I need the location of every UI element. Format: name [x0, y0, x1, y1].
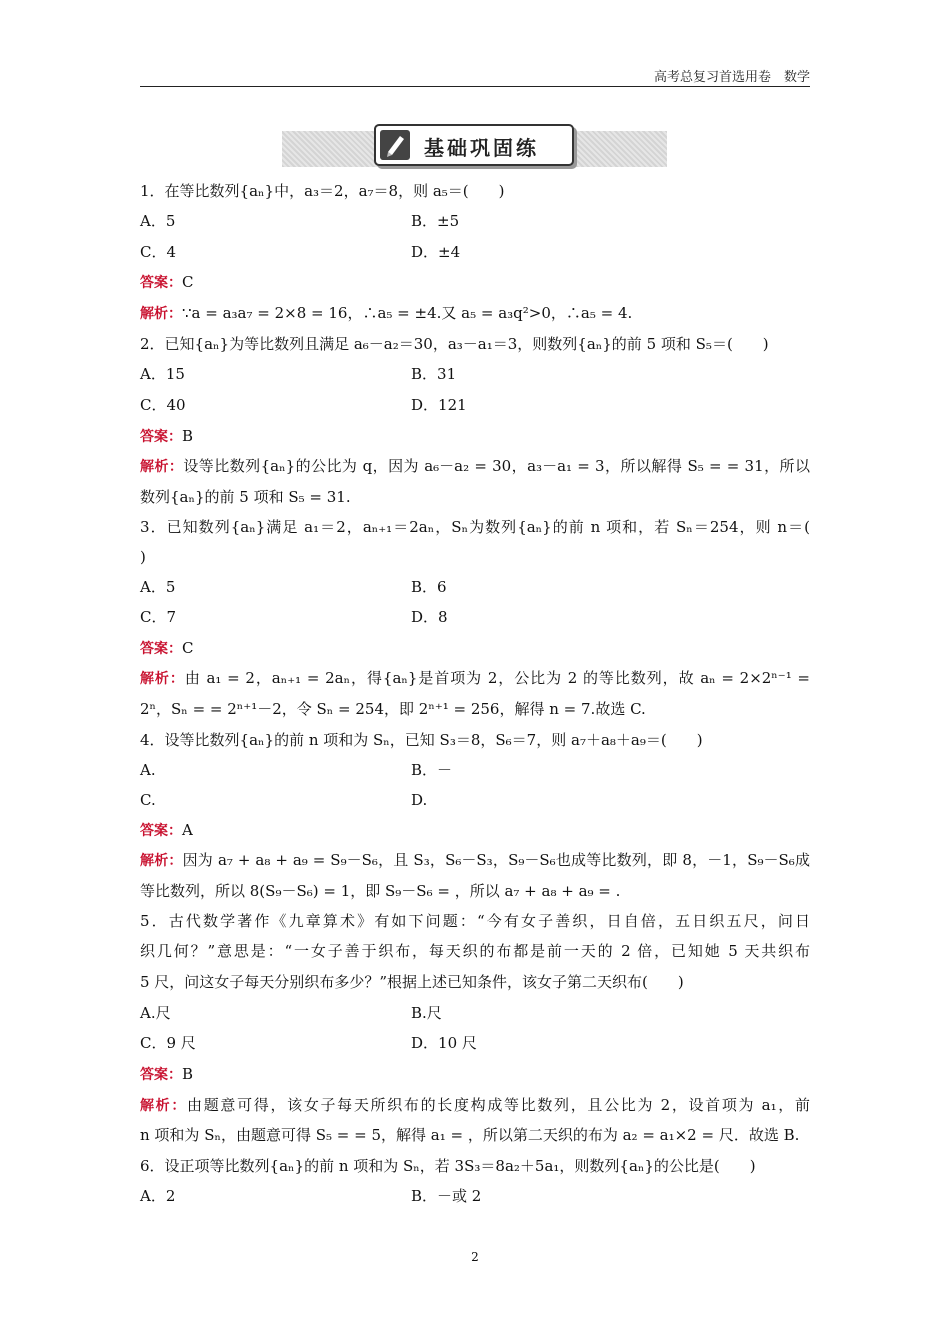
- pencil-icon: [380, 130, 410, 160]
- q3-analysis-cont: 2ⁿ，Sₙ = = 2ⁿ⁺¹－2，令 Sₙ = 254，即 2ⁿ⁺¹ = 256，解得 n = 7.故选 C.: [140, 700, 646, 718]
- q2-answer: 答案：B: [140, 427, 194, 445]
- answer-label: 答案：: [140, 641, 182, 657]
- q2-analysis: 解析：设等比数列{aₙ}的公比为 q，因为 a₆－a₂ = 30，a₃－a₁ = 3，所以解得 S₅ = = 31，所以: [140, 457, 810, 475]
- q6-option-b: B．－或 2: [411, 1187, 482, 1205]
- q3-option-b: B．6: [411, 578, 447, 596]
- q4-analysis: 解析：因为 a₇ + a₈ + a₉ = S₉－S₆，且 S₃，S₆－S₃，S₉－S₆也成等比数列，即 8，－1，S₉－S₆成: [140, 851, 810, 869]
- q1-option-a: A．5: [140, 212, 176, 230]
- q3-option-d: D．8: [411, 608, 448, 626]
- question-1-stem: 1．在等比数列{aₙ}中，a₃＝2，a₇＝8，则 a₅＝( ): [140, 182, 505, 200]
- question-2-stem: 2．已知{aₙ}为等比数列且满足 a₆－a₂＝30，a₃－a₁＝3，则数列{aₙ}的前 5 项和 S₅＝( ): [140, 335, 769, 353]
- q3-option-c: C．7: [140, 608, 177, 626]
- section-title: 基础巩固练: [424, 136, 539, 160]
- section-banner-box: [374, 124, 574, 166]
- q1-option-c: C．4: [140, 243, 177, 261]
- header-rule: [140, 86, 810, 87]
- q4-option-d: D.: [411, 791, 428, 809]
- question-5-stem-cont1: 织几何？”意思是：“一女子善于织布，每天织的布都是前一天的 2 倍，已知她 5 天共织布: [140, 942, 810, 960]
- running-header: 高考总复习首选用卷 数学: [653, 70, 810, 85]
- q2-option-b: B．31: [411, 365, 457, 383]
- q5-option-a: A.尺: [140, 1004, 171, 1022]
- q1-option-d: D．±4: [411, 243, 461, 261]
- q4-option-b: B．－: [411, 761, 453, 779]
- q3-analysis: 解析：由 a₁ = 2，aₙ₊₁ = 2aₙ，得{aₙ}是首项为 2，公比为 2 的等比数列，故 aₙ = 2×2ⁿ⁻¹ =: [140, 669, 810, 687]
- analysis-label: 解析：: [140, 853, 183, 869]
- q6-option-a: A．2: [140, 1187, 176, 1205]
- q1-answer: 答案：C: [140, 273, 194, 291]
- q5-answer: 答案：B: [140, 1065, 194, 1083]
- q2-option-c: C．40: [140, 396, 186, 414]
- question-4-stem: 4．设等比数列{aₙ}的前 n 项和为 Sₙ，已知 S₃＝8，S₆＝7，则 a₇＋a₈＋a₉＝( ): [140, 731, 703, 749]
- answer-label: 答案：: [140, 429, 182, 445]
- analysis-label: 解析：: [140, 671, 185, 687]
- q4-option-a: A.: [140, 761, 156, 779]
- page-number: 2: [471, 1250, 479, 1264]
- answer-label: 答案：: [140, 275, 182, 291]
- analysis-label: 解析：: [140, 306, 182, 322]
- q2-option-d: D．121: [411, 396, 467, 414]
- q4-answer: 答案：A: [140, 821, 193, 839]
- q2-analysis-cont: 数列{aₙ}的前 5 项和 S₅ = 31.: [140, 488, 351, 506]
- q5-option-b: B.尺: [411, 1004, 442, 1022]
- question-5-stem-cont2: 5 尺，问这女子每天分别织布多少？”根据上述已知条件，该女子第二天织布( ): [140, 973, 684, 991]
- q5-option-d: D．10 尺: [411, 1034, 477, 1052]
- q4-analysis-cont: 等比数列，所以 8(S₉－S₆) = 1，即 S₉－S₆ = ，所以 a₇ + a₈ + a₉ = .: [140, 882, 621, 900]
- question-6-stem: 6．设正项等比数列{aₙ}的前 n 项和为 Sₙ，若 3S₃＝8a₂＋5a₁，则数列{aₙ}的公比是( ): [140, 1157, 756, 1175]
- q3-answer: 答案：C: [140, 639, 194, 657]
- analysis-label: 解析：: [140, 1098, 188, 1114]
- q4-option-c: C.: [140, 791, 156, 809]
- q2-option-a: A．15: [140, 365, 185, 383]
- q3-option-a: A．5: [140, 578, 176, 596]
- question-3-stem: 3．已知数列{aₙ}满足 a₁＝2，aₙ₊₁＝2aₙ，Sₙ为数列{aₙ}的前 n 项和，若 Sₙ＝254，则 n＝(: [140, 518, 810, 536]
- answer-label: 答案：: [140, 823, 182, 839]
- q5-option-c: C．9 尺: [140, 1034, 196, 1052]
- q1-analysis: 解析：∵a = a₃a₇ = 2×8 = 16，∴a₅ = ±4.又 a₅ = a₃q²>0，∴a₅ = 4.: [140, 304, 633, 322]
- answer-label: 答案：: [140, 1067, 182, 1083]
- question-3-stem-cont: ): [140, 548, 146, 566]
- q5-analysis: 解析：由题意可得，该女子每天所织布的长度构成等比数列，且公比为 2，设首项为 a₁，前: [140, 1096, 810, 1114]
- q1-option-b: B．±5: [411, 212, 460, 230]
- analysis-label: 解析：: [140, 459, 184, 475]
- q5-analysis-cont: n 项和为 Sₙ，由题意可得 S₅ = = 5，解得 a₁ = ，所以第二天织的布为 a₂ = a₁×2 = 尺．故选 B.: [140, 1126, 800, 1144]
- question-5-stem: 5．古代数学著作《九章算术》有如下问题：“今有女子善织，日自倍，五日织五尺，问日: [140, 912, 810, 930]
